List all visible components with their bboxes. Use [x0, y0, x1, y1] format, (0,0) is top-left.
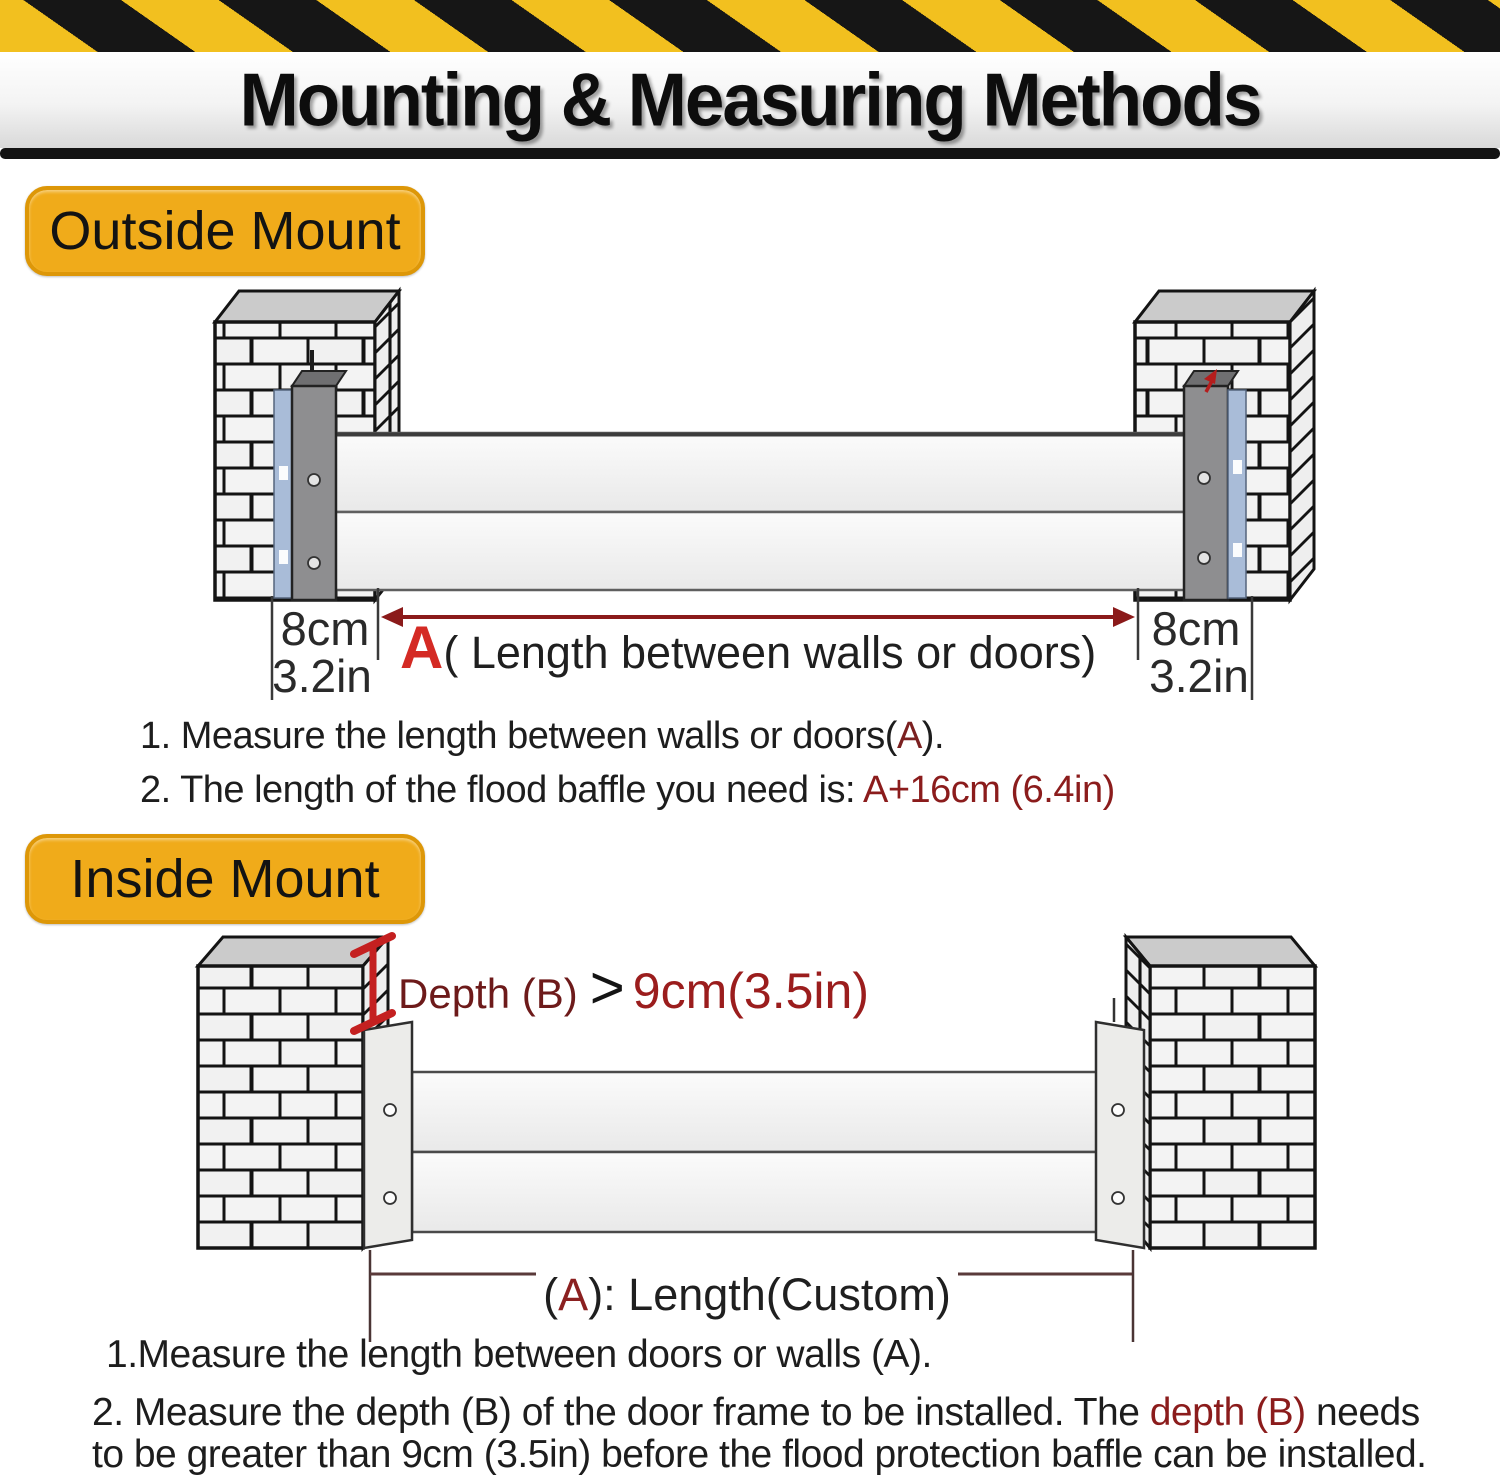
left-gap-cm-label: 8cm	[280, 602, 370, 655]
depth-b-value: 9cm(3.5in)	[632, 963, 869, 1019]
outside-mount-badge	[25, 186, 425, 276]
inside-left-mount-bracket	[364, 1022, 412, 1248]
length-a-letter: A	[400, 614, 444, 681]
length-custom-label	[543, 1269, 951, 1320]
right-gap-cm-label: 8cm	[1151, 602, 1241, 655]
inside-right-mount-bracket	[1096, 998, 1144, 1248]
outside-mount-badge-label: Outside Mount	[49, 201, 401, 261]
depth-b-gt: >	[589, 954, 625, 1021]
outside-step-2: 2. The length of the flood baffle you need is: A+16cm (6.4in)	[140, 769, 1115, 811]
left-gap-inch-label: 3.2in	[272, 650, 372, 702]
hazard-stripe-banner	[0, 0, 1500, 52]
header-divider	[0, 148, 1500, 159]
length-custom-post: ): Length(Custom)	[588, 1269, 951, 1320]
inside-mount-badge	[25, 834, 425, 924]
outside-flood-baffle	[330, 433, 1190, 590]
length-a-arrow	[381, 607, 1135, 627]
inside-mount-badge-label: Inside Mount	[70, 849, 380, 909]
inside-step-2: 2. Measure the depth (B) of the door frame to be installed. The depth (B) needs	[92, 1391, 1420, 1434]
outside-step-1: 1. Measure the length between walls or doors(A).	[140, 715, 945, 757]
outside-mount-steps	[140, 714, 1115, 812]
page-title: Mounting & Measuring Methods	[239, 58, 1261, 142]
inside-mount-steps	[92, 1334, 1427, 1476]
inside-step-1: 1.Measure the length between doors or walls (A).	[106, 1333, 932, 1376]
inside-right-pillar	[1126, 937, 1315, 1248]
inside-step-2-cont: to be greater than 9cm (3.5in) before the flood protection baffle can be installed.	[92, 1433, 1427, 1476]
inside-left-pillar	[198, 937, 388, 1248]
outside-mount-diagram	[0, 280, 1500, 710]
depth-b-label	[398, 954, 869, 1021]
length-custom-pre: (	[543, 1269, 559, 1320]
inside-mount-diagram	[0, 930, 1500, 1345]
inside-flood-baffle	[412, 1072, 1100, 1232]
outside-right-mount-bracket	[1184, 369, 1246, 600]
depth-b-prefix: Depth (B)	[398, 970, 578, 1017]
length-custom-a: A	[558, 1269, 589, 1320]
right-gap-inch-label: 3.2in	[1149, 650, 1249, 702]
title-band	[0, 52, 1500, 148]
length-a-text: ( Length between walls or doors)	[443, 627, 1097, 678]
length-a-label	[400, 614, 1096, 681]
